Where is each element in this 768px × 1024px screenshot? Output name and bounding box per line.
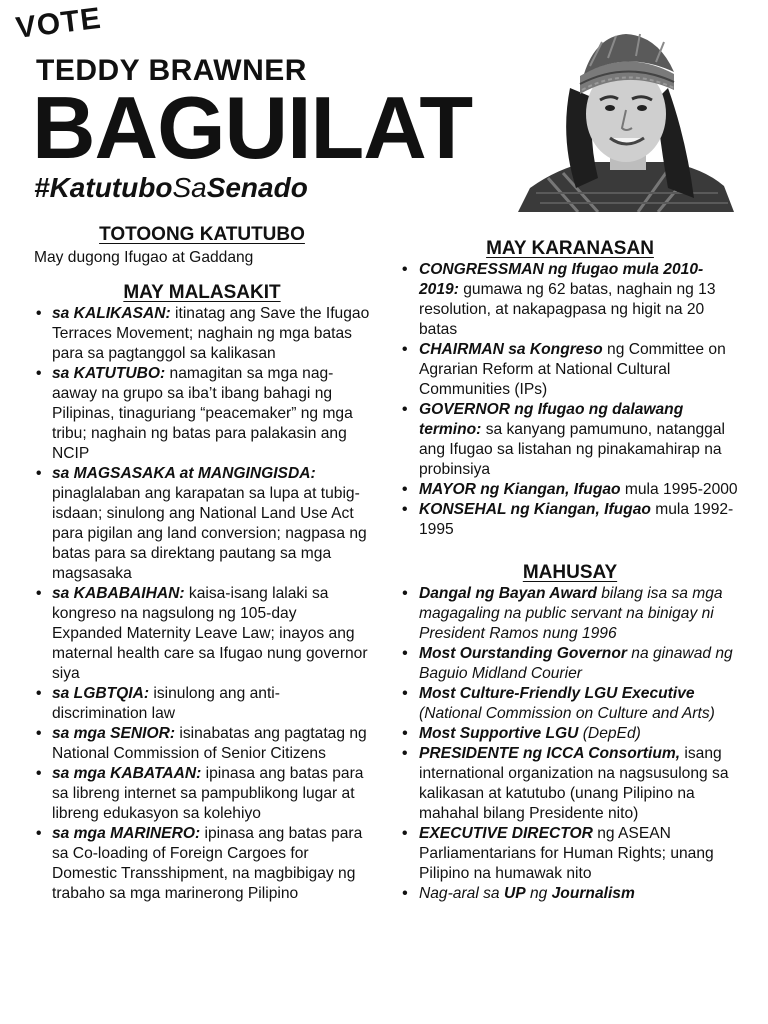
section-title-mahusay: MAHUSAY [522,562,618,583]
item-lead: sa KABABAIHAN: [52,585,185,602]
item-lead: Dangal ng Bayan Award [419,585,597,602]
list-item [400,644,740,684]
item-lead: MAYOR ng Kiangan, Ifugao [419,481,621,498]
section-title-may-karanasan: MAY KARANASAN [486,238,654,259]
item-text: ipinasa ang batas para sa libreng internet sa pampublikong lugar at libreng edukasyon sa kolehiyo [52,765,364,822]
item-lead: sa LGBTQIA: [52,685,150,702]
item-text: sa kanyang pamumuno, natanggal ang Ifugao sa listahan ng pinakamahirap na probinsiya [419,421,725,478]
item-text: ipinasa ang batas para sa Co-loading of Foreign Cargoes for Domestic Transshipment, na magbibigay ng trabaho sa mga marinerong Pilipino [52,825,363,902]
mahusay-list [400,584,740,904]
item-text: bilang isa sa mga magagaling na public servant na binigay ni President Ramos nung 1996 [419,585,723,642]
list-item [400,500,740,540]
list-item [400,724,740,744]
item-text: itinatag ang Save the Ifugao Terraces Movement; naghain ng mga batas para sa pagtanggol sa kalikasan [52,305,370,362]
item-lead: sa mga KABATAAN: [52,765,202,782]
item-lead: Most Supportive LGU [419,725,579,742]
item-text: isang international organization na nagsusulong sa kalikasan at katutubo (unang Pilipino na mahahal bilang Presidente nito) [419,745,729,822]
list-item [34,824,370,904]
item-text: gumawa ng 62 batas, naghain ng 13 resolution, at nakapagpasa ng higit na 20 batas [419,281,716,338]
candidate-portrait [518,28,734,212]
item-lead: GOVERNOR ng Ifugao ng dalawang termino: [419,401,684,438]
list-item [400,684,740,724]
list-item [400,744,740,824]
right-column [400,238,740,904]
list-item [34,584,370,684]
candidate-first-name: TEDDY BRAWNER [36,54,307,87]
karanasan-list [400,260,740,540]
candidate-last-name: BAGUILAT [32,78,473,177]
section-title-totoong-katutubo: TOTOONG KATUTUBO [99,224,305,245]
malasakit-list [34,304,370,904]
list-item [400,884,740,904]
section-title-may-malasakit: MAY MALASAKIT [123,282,281,303]
section-text-heritage: May dugong Ifugao at Gaddang [34,249,254,266]
item-text: (DepEd) [578,725,641,742]
vote-label: VOTE [14,1,104,45]
list-item [400,340,740,400]
item-lead: sa MAGSASAKA at MANGINGISDA: [52,465,316,482]
item-text: Nag-aral sa [419,885,504,902]
item-text: mula 1995-2000 [620,481,738,498]
list-item [400,400,740,480]
item-text: ng ASEAN Parliamentarians for Human Rights; unang Pilipino na humawak nito [419,825,714,882]
portrait-illustration [518,28,734,212]
item-text: isinabatas ang pagtatag ng National Commission of Senior Citizens [52,725,367,762]
item-lead: PRESIDENTE ng ICCA Consortium, [419,745,681,762]
item-lead: UP [503,885,526,902]
list-item [34,684,370,724]
list-item [34,364,370,464]
list-item [400,260,740,340]
list-item [34,724,370,764]
item-lead: Most Ourstanding Governor [419,645,627,662]
item-text: isinulong ang anti-discrimination law [52,685,280,722]
item-text: mula 1992-1995 [419,501,734,538]
item-text: pinaglalaban ang karapatan sa lupa at tubig-isdaan; sinulong ang National Land Use Act para pigilan ang land conversion; nagpasa ng batas para sa direktang pautang sa mga magsasaka [52,485,367,582]
item-lead: Most Culture-Friendly LGU Executive [419,685,695,702]
item-lead: CONGRESSMAN ng Ifugao mula 2010-2019: [419,261,704,298]
item-lead: EXECUTIVE DIRECTOR [419,825,593,842]
item-text: kaisa-isang lalaki sa kongreso na nagsulong ng 105-day Expanded Maternity Leave Law; inayos ang maternal health care sa Ifugao nung governor siya [52,585,368,682]
list-item [400,824,740,884]
item-text: ng [525,885,552,902]
list-item [400,584,740,644]
campaign-hashtag [34,174,308,202]
item-lead: sa KALIKASAN: [52,305,171,322]
list-item [400,480,740,500]
hashtag-part-1: #Katutubo [34,172,173,203]
item-lead: sa KATUTUBO: [52,365,166,382]
item-lead: Journalism [551,885,635,902]
item-lead: KONSEHAL ng Kiangan, Ifugao [419,501,651,518]
item-text: na ginawad ng Baguio Midland Courier [419,645,733,682]
hashtag-part-3: Senado [206,172,308,203]
item-text: namagitan sa mga nag-aaway na grupo sa iba’t ibang bahagi ng Pilipinas, tinaguriang “peacemaker” ng mga tribu; naghain ng batas para palakasin ang NCIP [52,365,353,462]
item-lead: sa mga MARINERO: [52,825,201,842]
item-lead: CHAIRMAN sa Kongreso [419,341,603,358]
item-text: ng Committee on Agrarian Reform at National Cultural Communities (IPs) [419,341,726,398]
list-item [34,764,370,824]
hashtag-part-2: Sa [172,172,207,203]
list-item [34,464,370,584]
left-column [34,224,370,904]
section-spacer [400,540,740,562]
item-text: (National Commission on Culture and Arts) [419,705,715,722]
section-spacer [34,268,370,282]
item-lead: sa mga SENIOR: [52,725,176,742]
list-item [34,304,370,364]
